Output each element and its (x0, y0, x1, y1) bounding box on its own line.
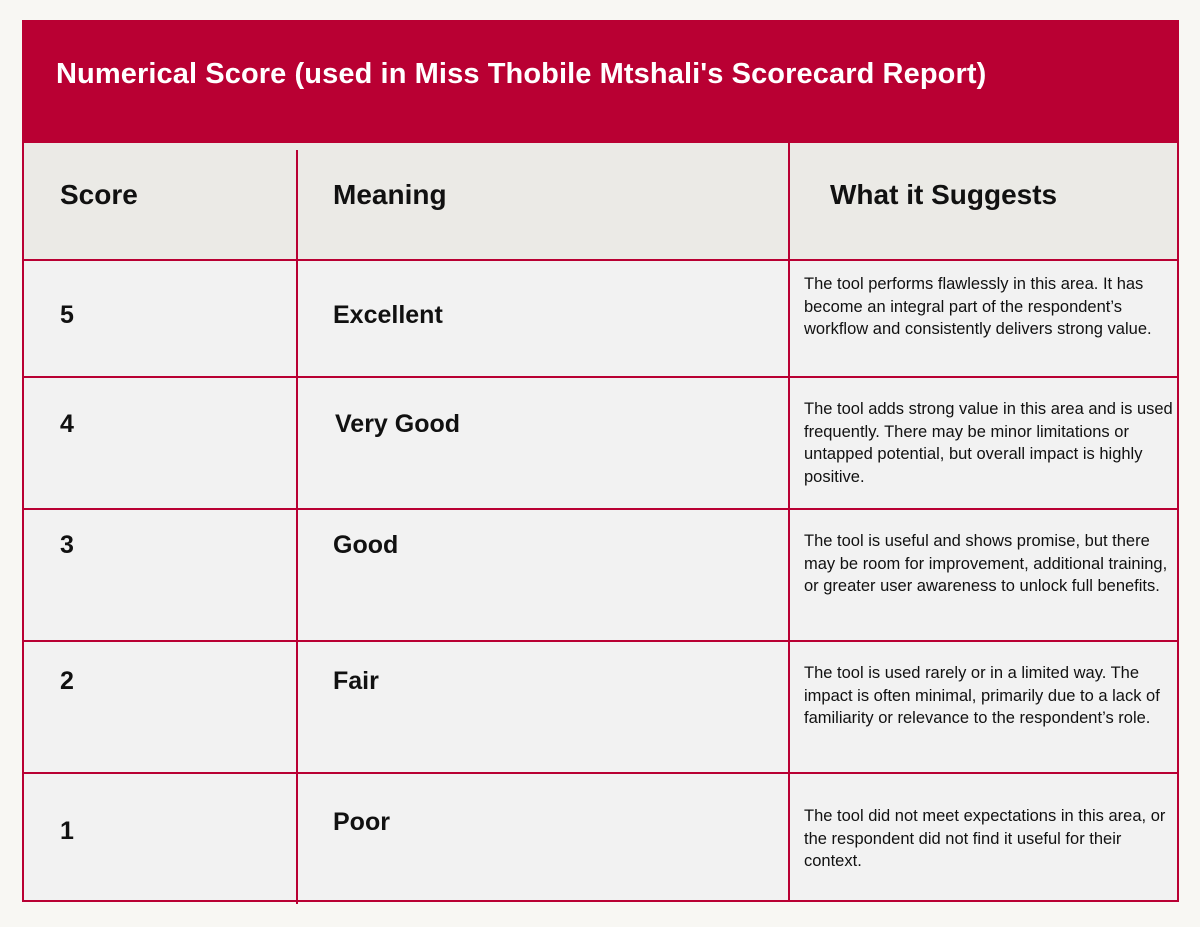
table-header-row (24, 143, 1177, 259)
row-divider (24, 508, 1177, 510)
score-value: 2 (60, 667, 74, 695)
suggests-text: The tool adds strong value in this area and is used frequently. There may be minor limitations or untapped potential, but overall impact is highly positive. (804, 400, 1173, 486)
meaning-label: Very Good (335, 410, 461, 438)
suggests-text: The tool is useful and shows promise, but there may be room for improvement, additional training, or greater user awareness to unlock full benefits. (804, 532, 1168, 595)
table-row (24, 774, 1177, 900)
table-row (24, 510, 1177, 640)
suggests-text: The tool performs flawlessly in this area. It has become an integral part of the respondent’s workflow and consistently delivers strong value. (804, 275, 1152, 338)
column-header-meaning: Meaning (333, 179, 447, 210)
table-row (24, 261, 1177, 376)
title-bar (24, 22, 1177, 143)
meaning-label: Fair (333, 667, 379, 695)
column-header-suggests: What it Suggests (830, 179, 1058, 210)
column-divider (788, 143, 790, 900)
score-table-card (22, 20, 1179, 902)
table-row (24, 642, 1177, 772)
suggests-text: The tool is used rarely or in a limited way. The impact is often minimal, primarily due to a lack of familiarity or relevance to the respondent’s role. (804, 664, 1160, 727)
column-header-score: Score (60, 179, 138, 210)
table-row (24, 378, 1177, 508)
column-divider (296, 150, 298, 904)
table-title: Numerical Score (used in Miss Thobile Mtshali's Scorecard Report) (56, 58, 987, 90)
meaning-label: Excellent (333, 301, 443, 329)
row-divider (24, 376, 1177, 378)
meaning-label: Poor (333, 808, 390, 836)
row-divider (24, 640, 1177, 642)
row-divider (24, 772, 1177, 774)
score-value: 5 (60, 301, 74, 329)
score-value: 4 (60, 410, 74, 438)
row-divider (24, 259, 1177, 261)
score-value: 1 (60, 817, 74, 845)
meaning-label: Good (333, 531, 399, 559)
score-value: 3 (60, 531, 74, 559)
suggests-text: The tool did not meet expectations in this area, or the respondent did not find it useful for their context. (804, 807, 1166, 870)
